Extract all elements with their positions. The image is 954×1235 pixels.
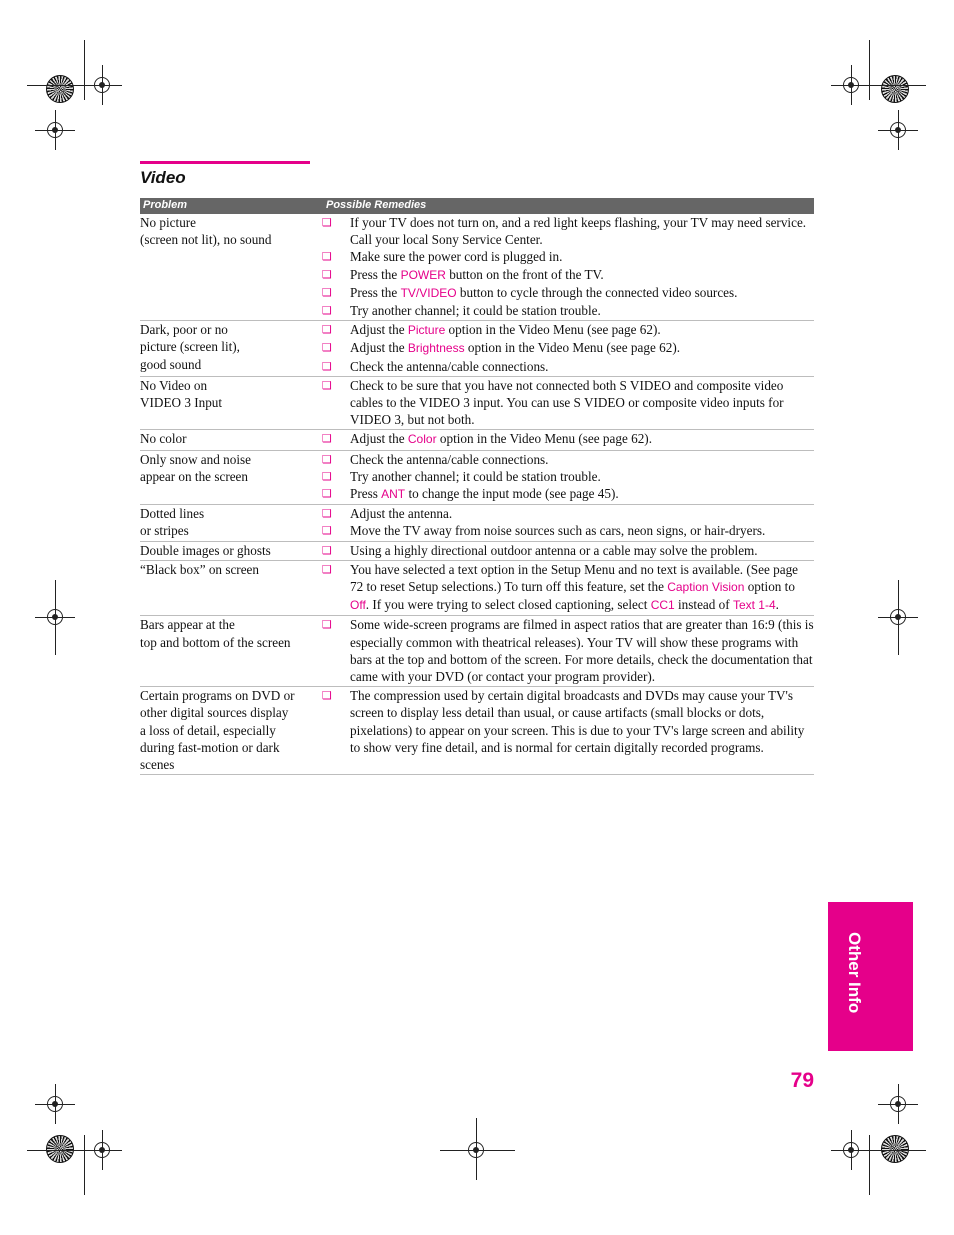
color-dial-icon xyxy=(46,1135,74,1163)
remedy-item xyxy=(322,214,814,248)
remedy-item xyxy=(322,266,814,284)
registration-mark-icon xyxy=(831,1130,871,1170)
checkbox-bullet-icon: ❑ xyxy=(322,562,332,576)
problem-cell: “Black box” on screen xyxy=(140,561,260,577)
table-row xyxy=(140,430,814,450)
crop-line xyxy=(866,85,926,86)
table-row xyxy=(140,505,814,541)
remedies-cell xyxy=(322,505,814,539)
remedy-item xyxy=(322,505,814,522)
side-tab-label: Other Info xyxy=(845,932,864,1014)
problem-cell: Certain programs on DVD or other digital sources display a loss of detail, especially during fast-motion or dark scenes xyxy=(140,688,295,773)
remedies-cell xyxy=(322,321,814,375)
remedy-text xyxy=(350,214,814,248)
remedy-text xyxy=(350,321,814,339)
registration-mark-icon xyxy=(35,110,75,150)
checkbox-bullet-icon: ❑ xyxy=(322,359,332,373)
remedy-text-part: Make sure the power cord is plugged in. xyxy=(350,249,563,265)
remedies-cell xyxy=(322,430,814,448)
remedy-item xyxy=(322,542,814,559)
header-problem: Problem xyxy=(143,199,188,211)
remedy-text xyxy=(350,284,814,302)
remedy-text-part: option in the Video Menu (see page 62). xyxy=(464,340,681,356)
table-row xyxy=(140,451,814,506)
side-tab xyxy=(828,902,913,1051)
remedy-text-part: option in the Video Menu (see page 62). xyxy=(445,322,661,338)
crop-line xyxy=(84,1135,85,1195)
remedy-item xyxy=(322,522,814,539)
problem-cell: No Video on VIDEO 3 Input xyxy=(140,377,223,411)
remedy-text-part: Adjust the xyxy=(350,322,408,338)
problem-cell: Double images or ghosts xyxy=(140,542,271,558)
remedy-item xyxy=(322,687,814,756)
table-row xyxy=(140,616,814,687)
checkbox-bullet-icon: ❑ xyxy=(322,689,332,703)
remedy-item xyxy=(322,451,814,468)
problem-cell: Dotted lines or stripes xyxy=(140,506,205,539)
remedy-text-part: Check the antenna/cable connections. xyxy=(350,358,549,374)
table-row xyxy=(140,542,814,561)
remedy-text-part: Try another channel; it could be station trouble. xyxy=(350,303,601,319)
menu-keyword: Brightness xyxy=(407,341,465,356)
remedy-text xyxy=(350,542,814,559)
remedies-cell xyxy=(322,451,814,504)
remedy-item xyxy=(322,430,814,448)
problem-cell: No color xyxy=(140,431,187,447)
checkbox-bullet-icon: ❑ xyxy=(322,304,332,318)
remedy-item xyxy=(322,377,814,429)
remedy-item xyxy=(322,468,814,485)
remedy-item xyxy=(322,358,814,375)
section-title: Video xyxy=(140,168,186,187)
remedy-item xyxy=(322,616,814,685)
remedy-text xyxy=(350,561,814,615)
checkbox-bullet-icon: ❑ xyxy=(322,524,332,538)
remedy-text xyxy=(350,451,814,468)
remedy-text-part: Check to be sure that you have not connected both S VIDEO and composite video cables to the VIDEO 3 input. You can use S VIDEO or composite video inputs for VIDEO 3, but not both. xyxy=(350,377,784,428)
crop-line xyxy=(869,40,870,100)
menu-keyword: Picture xyxy=(407,323,446,338)
remedy-item xyxy=(322,561,814,615)
remedy-text-part: Press the xyxy=(350,284,401,300)
checkbox-bullet-icon: ❑ xyxy=(322,507,332,521)
problem-cell: Dark, poor or no picture (screen lit), good sound xyxy=(140,322,240,372)
crop-line xyxy=(866,1150,926,1151)
menu-keyword: Caption Vision xyxy=(667,580,745,595)
crop-line xyxy=(476,1118,477,1180)
remedy-text-part: instead of xyxy=(674,597,733,613)
remedy-text-part: . If you were trying to select closed captioning, select xyxy=(365,597,651,613)
remedies-cell xyxy=(322,561,814,615)
remedy-text-part: to change the input mode (see page 45). xyxy=(405,486,619,502)
color-dial-icon xyxy=(881,75,909,103)
table-header xyxy=(140,198,814,214)
checkbox-bullet-icon: ❑ xyxy=(322,618,332,632)
remedy-text xyxy=(350,616,814,685)
registration-mark-icon xyxy=(878,1084,918,1124)
page-number: 79 xyxy=(790,1069,814,1092)
menu-keyword: TV/VIDEO xyxy=(400,285,457,300)
remedy-text-part: Try another channel; it could be station trouble. xyxy=(350,468,601,484)
crop-line xyxy=(55,580,56,655)
crop-line xyxy=(898,580,899,655)
remedy-text xyxy=(350,339,814,357)
checkbox-bullet-icon: ❑ xyxy=(322,250,332,264)
menu-keyword: Off xyxy=(350,598,366,613)
remedy-text xyxy=(350,248,814,265)
remedies-cell xyxy=(322,687,814,773)
checkbox-bullet-icon: ❑ xyxy=(322,285,332,299)
registration-mark-icon xyxy=(831,65,871,105)
problem-cell: Bars appear at the top and bottom of the screen xyxy=(140,617,291,650)
menu-keyword: Color xyxy=(407,432,437,447)
table-row xyxy=(140,687,814,775)
table-row xyxy=(140,377,814,431)
menu-keyword: CC1 xyxy=(650,598,675,613)
checkbox-bullet-icon: ❑ xyxy=(322,543,332,557)
remedy-text-part: Adjust the xyxy=(350,340,408,356)
crop-line xyxy=(440,1150,515,1151)
remedy-text xyxy=(350,522,814,539)
remedy-text xyxy=(350,430,814,448)
remedy-text-part: button on the front of the TV. xyxy=(445,266,604,282)
problem-cell: No picture (screen not lit), no sound xyxy=(140,215,272,248)
remedy-text-part: option in the Video Menu (see page 62). xyxy=(436,431,652,447)
remedy-text xyxy=(350,358,814,375)
remedy-text xyxy=(350,266,814,284)
remedy-item xyxy=(322,248,814,265)
remedy-text xyxy=(350,468,814,485)
menu-keyword: ANT xyxy=(381,487,406,502)
crop-line xyxy=(27,1150,87,1151)
remedy-item xyxy=(322,302,814,319)
remedy-text-part: . xyxy=(775,597,779,613)
checkbox-bullet-icon: ❑ xyxy=(322,267,332,281)
checkbox-bullet-icon: ❑ xyxy=(322,469,332,483)
checkbox-bullet-icon: ❑ xyxy=(322,452,332,466)
remedy-text-part: Using a highly directional outdoor antenna or a cable may solve the problem. xyxy=(350,542,758,558)
remedies-cell xyxy=(322,214,814,319)
color-dial-icon xyxy=(46,75,74,103)
checkbox-bullet-icon: ❑ xyxy=(322,487,332,501)
remedies-cell xyxy=(322,542,814,559)
section-rule xyxy=(140,161,310,164)
problem-cell: Only snow and noise appear on the screen xyxy=(140,451,251,484)
checkbox-bullet-icon: ❑ xyxy=(322,378,332,392)
remedy-text-part: Adjust the antenna. xyxy=(350,506,453,522)
remedy-item xyxy=(322,321,814,339)
remedy-text xyxy=(350,687,814,756)
table-row xyxy=(140,561,814,617)
remedy-text-part: option to xyxy=(744,579,795,595)
registration-mark-icon xyxy=(878,110,918,150)
crop-line xyxy=(84,40,85,100)
remedy-item xyxy=(322,339,814,357)
checkbox-bullet-icon: ❑ xyxy=(322,432,332,446)
remedy-text-part: Adjust the xyxy=(350,431,408,447)
crop-line xyxy=(869,1135,870,1195)
remedy-text-part: The compression used by certain digital broadcasts and DVDs may cause your TV's screen to display less detail than usual, or cause artifacts (small blocks or dots, pixelations) to appear on your screen. This is due to your TV's large screen and ability to show very fine detail, and is normal for certain digitally recorded programs. xyxy=(350,688,805,755)
troubleshooting-table xyxy=(140,214,814,775)
table-row xyxy=(140,214,814,321)
checkbox-bullet-icon: ❑ xyxy=(322,341,332,355)
color-dial-icon xyxy=(881,1135,909,1163)
registration-mark-icon xyxy=(82,65,122,105)
remedy-text-part: Move the TV away from noise sources such as cars, neon signs, or hair-dryers. xyxy=(350,523,766,539)
remedy-text-part: Press xyxy=(350,486,382,502)
remedies-cell xyxy=(322,377,814,429)
remedy-text-part: Press the xyxy=(350,266,401,282)
header-remedies: Possible Remedies xyxy=(326,199,427,211)
checkbox-bullet-icon: ❑ xyxy=(322,216,332,229)
remedy-text-part: You have selected a text option in the Setup Menu and no text is available. (See page 72 to reset Setup selections.) To turn off this feature, set the xyxy=(350,561,799,595)
remedies-cell xyxy=(322,616,814,685)
registration-mark-icon xyxy=(82,1130,122,1170)
remedy-text xyxy=(350,505,814,522)
remedy-item xyxy=(322,284,814,302)
table-row xyxy=(140,321,814,377)
remedy-text-part: Check the antenna/cable connections. xyxy=(350,451,549,467)
crop-line xyxy=(27,85,87,86)
menu-keyword: POWER xyxy=(400,267,446,282)
menu-keyword: Text 1-4 xyxy=(732,598,776,613)
registration-mark-icon xyxy=(35,1084,75,1124)
remedy-text xyxy=(350,377,814,429)
remedy-text-part: button to cycle through the connected video sources. xyxy=(456,284,738,300)
remedy-text-part: Some wide-screen programs are filmed in aspect ratios that are greater than 16:9 (this is especially common with theatrical releases). Your TV will show these programs with bars at the top and bottom of the screen. For more details, check the documentation that came with your DVD (or contact your program provider). xyxy=(350,617,814,685)
remedy-text xyxy=(350,485,814,503)
checkbox-bullet-icon: ❑ xyxy=(322,323,332,337)
remedy-text xyxy=(350,302,814,319)
remedy-text-part: If your TV does not turn on, and a red light keeps flashing, your TV may need service. Call your local Sony Service Center. xyxy=(350,215,807,248)
remedy-item xyxy=(322,485,814,503)
